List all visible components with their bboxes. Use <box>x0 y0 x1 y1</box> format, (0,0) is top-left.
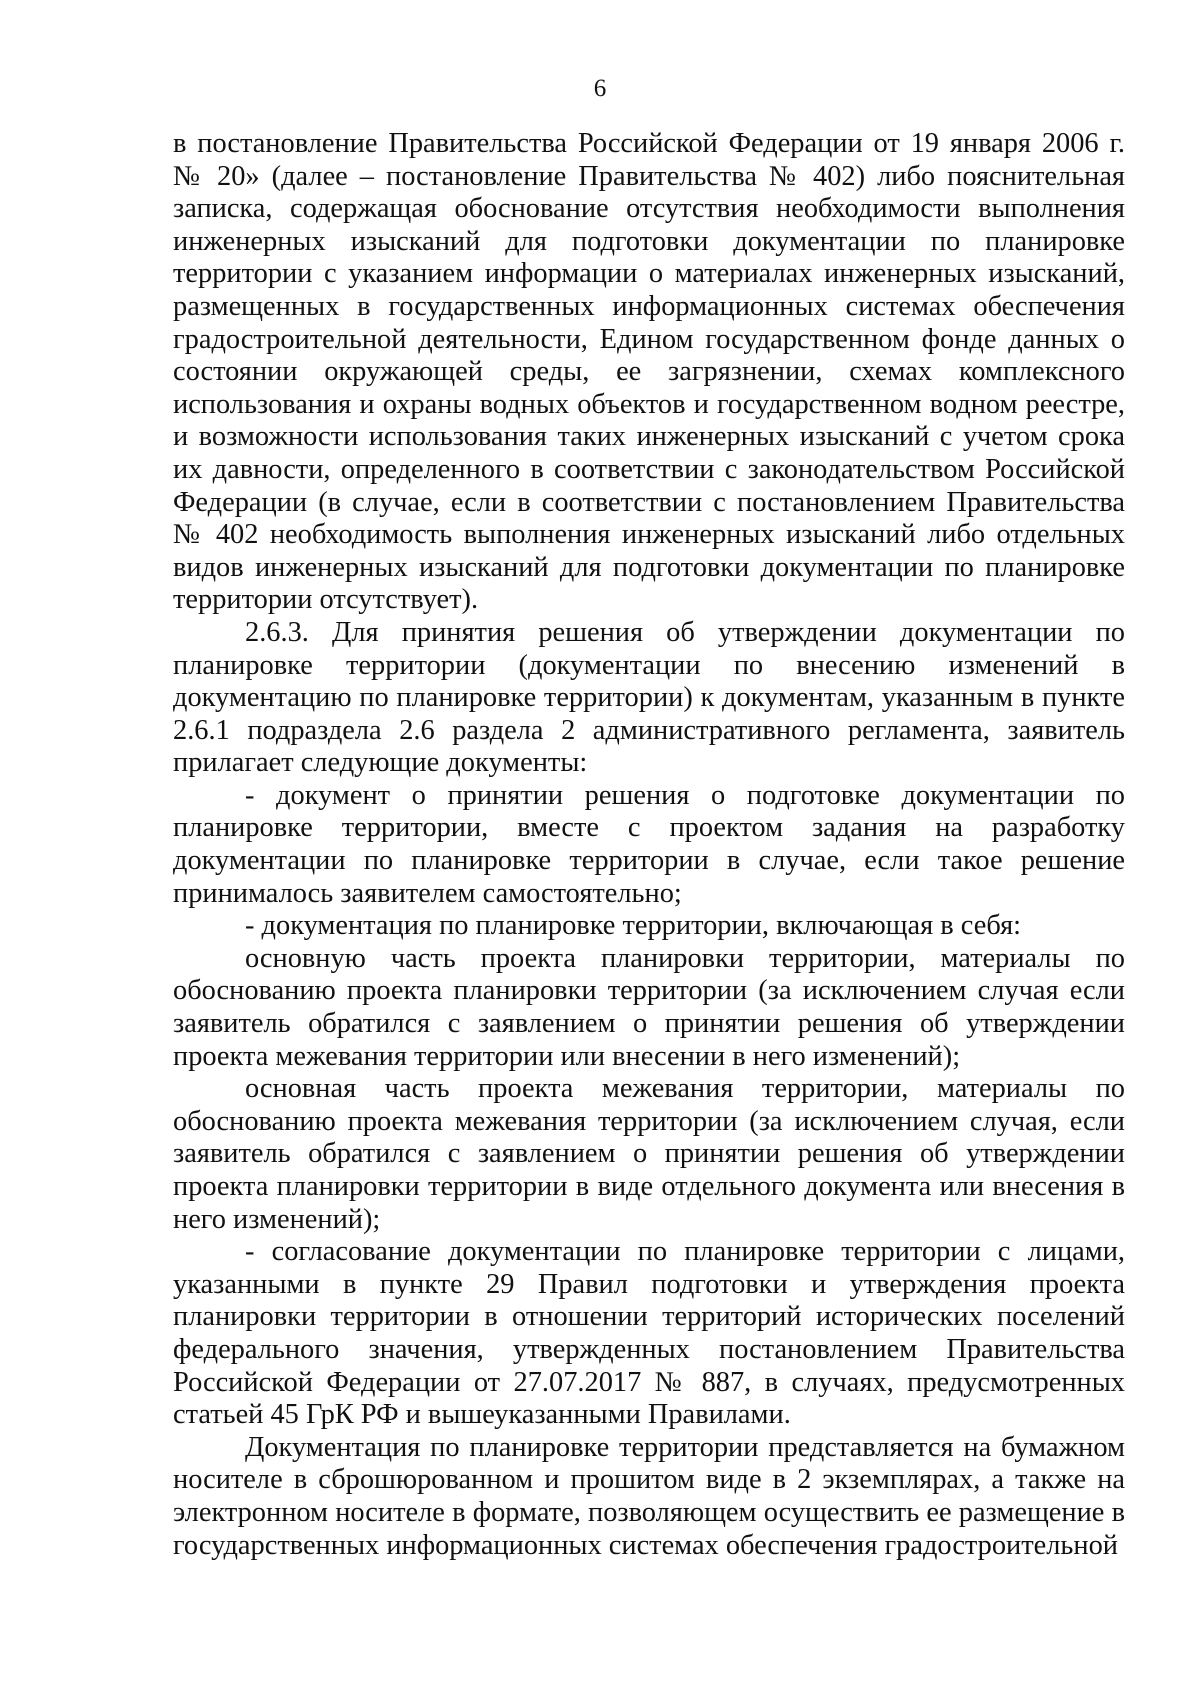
paragraph-planning-documentation: - документация по планировке территории, включающая в себя: <box>245 910 1022 942</box>
paragraph-2-6-3: 2.6.3. Для принятия решения об утверждении документации по планировке территории (документации по внесению изменений в документацию по планировке территории) к документам, указанным в пункте 2.6.1 подраздела 2.6 раздела 2 административного регламента, заявитель прилагает следующие документы: <box>173 616 1125 779</box>
page-number: 6 <box>593 75 607 102</box>
paragraph-approval: - согласование документации по планировке территории с лицами, указанными в пункте 29 Правил подготовки и утверждения проекта планировки территории в отношении территорий исторических поселений федерального значения, утвержденных постановлением Правительства Российской Федерации от 27.07.2017 № 887, в случаях, предусмотренных статьей 45 ГрК РФ и вышеуказанными Правилами. <box>173 1236 1125 1431</box>
paragraph-1: в постановление Правительства Российской Федерации от 19 января 2006 г. № 20» (далее – постановление Правительства № 402) либо пояснительная записка, содержащая обоснование отсутствия необходимости выполнения инженерных изысканий для подготовки документации по планировке территории с указанием информации о материалах инженерных изысканий, размещенных в государственных информационных системах обеспечения градостроительной деятельности, Едином государственном фонде данных о состоянии окружающей среды, ее загрязнении, схемах комплексного использования и охраны водных объектов и государственном водном реестре, и возможности использования таких инженерных изысканий с учетом срока их давности, определенного в соответствии с законодательством Российской Федерации (в случае, если в соответствии с постановлением Правительства № 402 необходимость выполнения инженерных изысканий либо отдельных видов инженерных изысканий для подготовки документации по планировке территории отсутствует). <box>173 128 1125 616</box>
paragraph-surveying-project: основная часть проекта межевания территории, материалы по обоснованию проекта межевания территории (за исключением случая, если заявитель обратился с заявлением о принятии решения об утверждении проекта планировки территории в виде отдельного документа или внесения в него изменений); <box>173 1073 1125 1235</box>
paragraph-decision-document: - документ о принятии решения о подготовке документации по планировке территории, вместе с проектом задания на разработку документации по планировке территории в случае, если такое решение принималось заявителем самостоятельно; <box>173 779 1125 909</box>
paragraph-submission-format: Документация по планировке территории представляется на бумажном носителе в сброшюрованном и прошитом виде в 2 экземплярах, а также на электронном носителе в формате, позволяющем осуществить ее размещение в государственных информационных системах обеспечения градостроительной <box>173 1431 1125 1561</box>
paragraph-planning-project: основную часть проекта планировки территории, материалы по обоснованию проекта планировки территории (за исключением случая если заявитель обратился с заявлением о принятии решения об утверждении проекта межевания территории или внесении в него изменений); <box>173 942 1125 1072</box>
document-body <box>173 128 1125 1562</box>
